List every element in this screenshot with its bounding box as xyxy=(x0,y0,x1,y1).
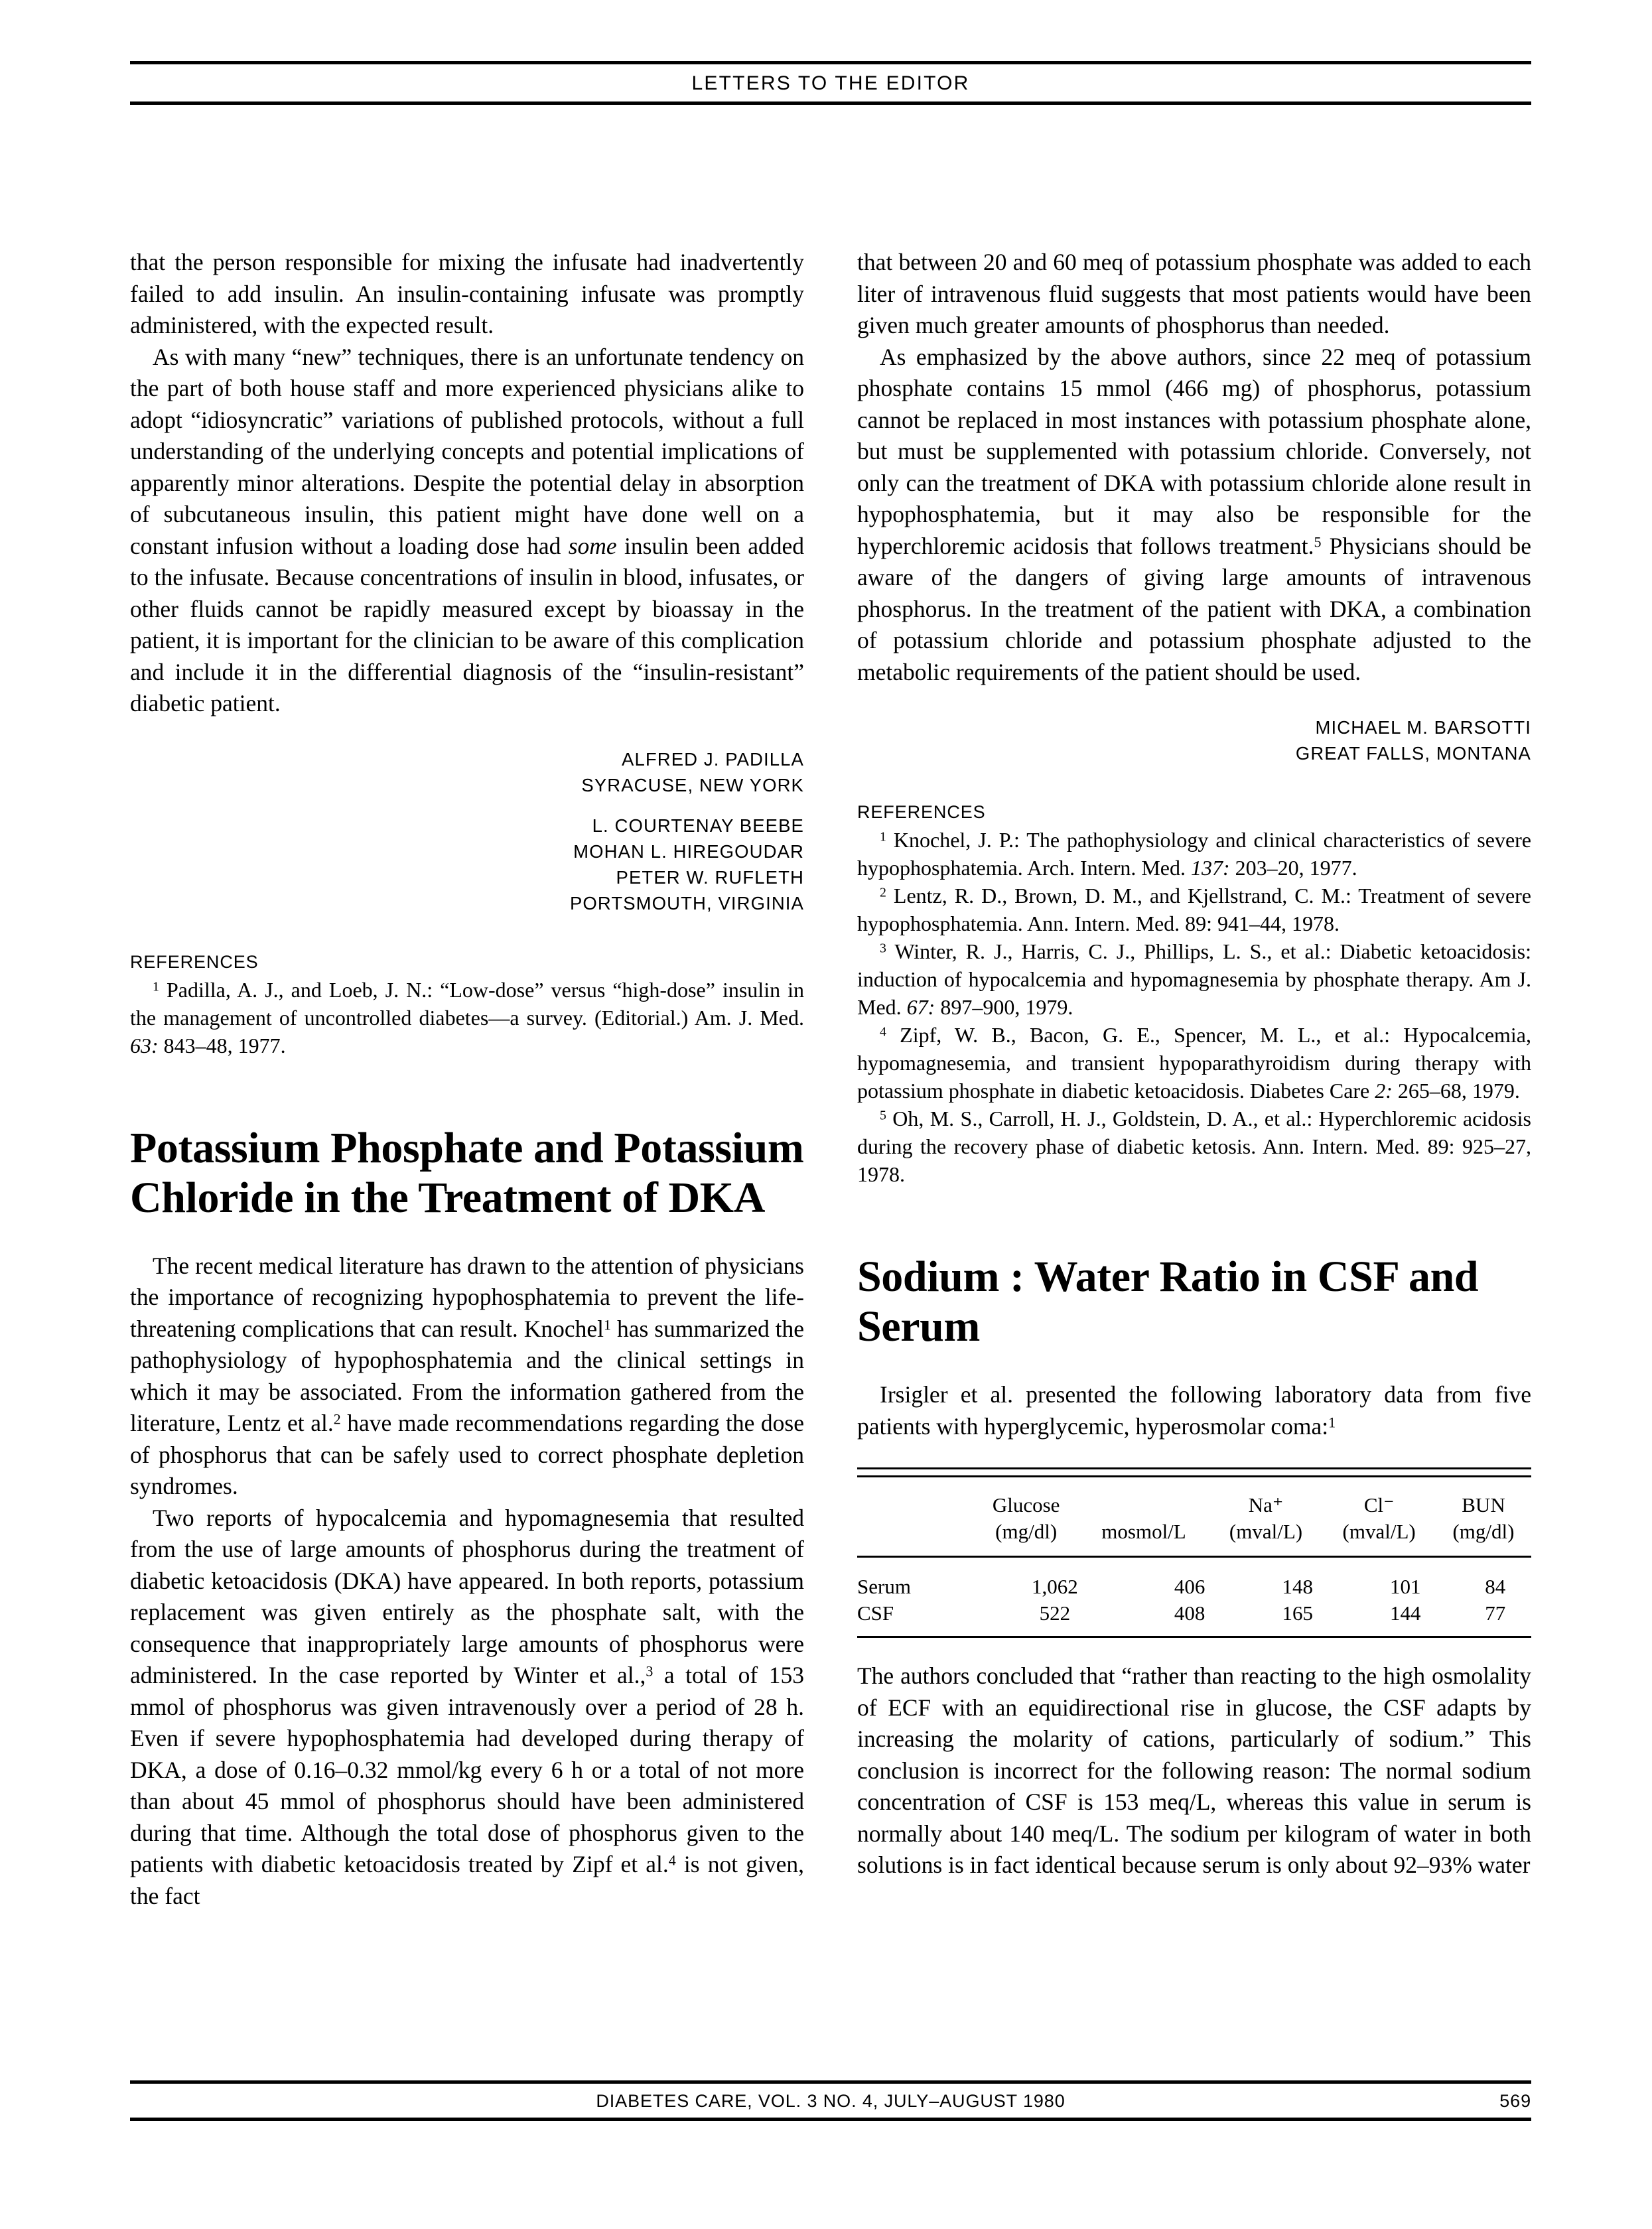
running-head-title: LETTERS TO THE EDITOR xyxy=(691,72,970,94)
table-header-cell-chloride xyxy=(1322,1492,1436,1545)
table-row-label: CSF xyxy=(857,1601,894,1625)
table-body-pad-top xyxy=(857,1558,1531,1574)
table-body xyxy=(857,1574,1531,1627)
table-body-pad-bottom xyxy=(857,1627,1531,1636)
header-line-2: (mg/dl) xyxy=(1452,1520,1515,1543)
signature-author-location: SYRACUSE, NEW YORK xyxy=(581,774,804,795)
paragraph-text-part-b: Physicians should be aware of the dangers of giving large amounts of intravenous phosphorus. In the treatment of the patient with DKA, a combination of potassium chloride and potassium phosphate adjusted to the metabolic requirements of the patient should be used. xyxy=(857,532,1531,685)
reference-text-part-a: Knochel, J. P.: The pathophysiology and clinical characteristics of severe hypophosphatemia. Arch. Intern. Med. xyxy=(857,828,1531,880)
header-line-2: mosmol/L xyxy=(1101,1520,1186,1543)
citation-superscript: 2 xyxy=(333,1410,341,1428)
paragraph-text: that the person responsible for mixing the infusate had inadvertently failed to add insulin. An insulin-containing infusate was promptly administered, with the expected result. xyxy=(130,249,804,338)
right-column xyxy=(857,247,1531,1912)
reference-volume: 137: xyxy=(1191,856,1230,880)
emphasized-word: some xyxy=(568,532,617,559)
paragraph-text: that between 20 and 60 meq of potassium phosphate was added to each liter of intravenous fluid suggests that most patients would have been given much greater amounts of phosphorus than needed. xyxy=(857,249,1531,338)
table-header-cell-blank xyxy=(857,1492,974,1545)
running-head-rule-bottom xyxy=(130,101,1531,105)
title-spacer-after xyxy=(857,1351,1531,1379)
author-signature-block xyxy=(130,746,804,916)
references-heading: REFERENCES xyxy=(857,802,986,822)
table-rule-bottom xyxy=(857,1636,1531,1638)
header-line-1: Glucose xyxy=(992,1493,1060,1517)
header-line-2: (mval/L) xyxy=(1229,1520,1303,1543)
table-cell-glucose: 1,062 xyxy=(1032,1575,1078,1598)
table-row xyxy=(857,1574,1531,1600)
header-line-1: Na⁺ xyxy=(1248,1493,1284,1517)
page-number: 569 xyxy=(1499,2091,1531,2111)
table-header-row xyxy=(857,1492,1531,1545)
header-line-1: BUN xyxy=(1462,1493,1505,1517)
header-line-1: Cl⁻ xyxy=(1363,1493,1395,1517)
paragraph-continued xyxy=(130,247,804,342)
citation-superscript: 1 xyxy=(1328,1413,1336,1430)
signature-author-name: PETER W. RUFLETH xyxy=(616,866,804,888)
article-title-potassium: Potassium Phosphate and Potassium Chloride in the Treatment of DKA xyxy=(130,1123,804,1222)
left-column xyxy=(130,247,804,1912)
table-cell-sodium: 165 xyxy=(1282,1601,1313,1625)
reference-item xyxy=(130,976,804,1059)
table-header-pad-bottom xyxy=(857,1545,1531,1556)
paragraph-text-part-c: is not given, the fact xyxy=(130,1851,804,1909)
reference-marker: 3 xyxy=(880,941,886,956)
reference-text-part-b: 265–68, 1979. xyxy=(1392,1079,1520,1103)
signature-spacer xyxy=(130,798,804,813)
data-table-body xyxy=(857,1574,1531,1627)
reference-marker: 5 xyxy=(880,1108,886,1123)
table-row-label: Serum xyxy=(857,1575,911,1598)
citation-superscript: 1 xyxy=(604,1316,612,1333)
reference-volume: 63: xyxy=(130,1033,159,1057)
paragraph-text-part-a: As emphasized by the above authors, since 22 meq of potassium phosphate contains 15 mmol (466 mg) of phosphorus, potassium cannot be replaced in most instances with potassium phosphate alone, but must be supplemented with potassium chloride. Conversely, not only can the treatment of DKA with potassium chloride alone result in hypophosphatemia, but it may also be responsible for the hyperchloremic acidosis that follows treatment. xyxy=(857,343,1531,559)
table-header-pad xyxy=(857,1477,1531,1492)
table-header-cell-glucose xyxy=(974,1492,1078,1545)
reference-marker: 1 xyxy=(153,979,159,994)
paragraph-text-part-b: insulin been added to the infusate. Because concentrations of insulin in blood, infusates, or other fluids cannot be rapidly measured except by bioassay in the patient, it is important for the clinician to be aware of this complication and include it in the differential diagnosis of the “insulin-resistant” diabetic patient. xyxy=(130,532,804,716)
reference-item xyxy=(857,1021,1531,1105)
table-head xyxy=(857,1492,1531,1545)
page-footer xyxy=(130,2080,1531,2121)
reference-item xyxy=(857,937,1531,1021)
running-head xyxy=(130,61,1531,105)
signature-author-location: GREAT FALLS, MONTANA xyxy=(1295,743,1531,764)
title-spacer-before xyxy=(130,1059,804,1123)
reference-marker: 2 xyxy=(880,885,886,900)
footer-row xyxy=(130,2084,1531,2118)
paragraph xyxy=(130,342,804,720)
footer-rule-bottom xyxy=(130,2118,1531,2121)
reference-text-part-b: 897–900, 1979. xyxy=(935,995,1073,1019)
paragraph-text-part-c: have made recommendations regarding the dose of phosphorus that can be safely used to correct phosphate depletion syndromes. xyxy=(130,1410,804,1499)
reference-marker: 4 xyxy=(880,1024,886,1040)
header-line-2: (mg/dl) xyxy=(995,1520,1058,1543)
reference-text-part-a: Oh, M. S., Carroll, H. J., Goldstein, D. A., et al.: Hyperchloremic acidosis during the recovery phase of diabetic ketosis. Ann. Intern. Med. 89: 925–27, 1978. xyxy=(857,1107,1531,1186)
reference-text-part-a: Winter, R. J., Harris, C. J., Phillips, L. S., et al.: Diabetic ketoacidosis: induction of hypocalcemia and hypomagnesemia by phosphate therapy. Am J. Med. xyxy=(857,939,1531,1019)
paragraph-text-part-a: As with many “new” techniques, there is an unfortunate tendency on the part of both house staff and more experienced physicians alike to adopt “idiosyncratic” variations of published protocols, without a full understanding of the underlying concepts and potential implications of apparently minor alterations. Despite the potential delay in absorption of subcutaneous insulin, this patient might have done well on a constant infusion without a loading dose had xyxy=(130,343,804,559)
reference-marker: 1 xyxy=(880,829,886,844)
paragraph xyxy=(130,1250,804,1503)
references-heading: REFERENCES xyxy=(130,951,259,972)
signature-author-name: ALFRED J. PADILLA xyxy=(622,748,804,770)
paragraph-text-part-a: Two reports of hypocalcemia and hypomagnesemia that resulted from the use of large amounts of phosphorus during the treatment of diabetic ketoacidosis (DKA) have appeared. In both reports, potassium replacement was given entirely as the phosphate salt, with the consequence that inappropriately large amounts of phosphorus were administered. In the case reported by Winter et al., xyxy=(130,1504,804,1688)
table-cell-bun: 84 xyxy=(1485,1575,1506,1598)
title-spacer-before xyxy=(857,1188,1531,1252)
table-cell-sodium: 148 xyxy=(1282,1575,1313,1598)
table-row xyxy=(857,1600,1531,1627)
paragraph xyxy=(130,1503,804,1913)
reference-item xyxy=(857,882,1531,937)
title-spacer-after xyxy=(130,1223,804,1250)
reference-volume: 67: xyxy=(906,995,935,1019)
citation-superscript: 3 xyxy=(646,1662,654,1680)
paragraph-text-part-b: has summarized the pathophysiology of hypophosphatemia and the clinical settings in which it may be associated. From the information gathered from the literature, Lentz et al. xyxy=(130,1315,805,1436)
signature-author-name: MICHAEL M. BARSOTTI xyxy=(1315,717,1531,738)
two-column-layout xyxy=(130,247,1531,1912)
table-cell-mosmol: 406 xyxy=(1174,1575,1205,1598)
signature-author-name: MOHAN L. HIREGOUDAR xyxy=(573,841,804,862)
signature-author-location: PORTSMOUTH, VIRGINIA xyxy=(569,892,804,913)
paragraph-continued xyxy=(857,247,1531,342)
table-header-cell-sodium xyxy=(1209,1492,1323,1545)
table-rule-top-double xyxy=(857,1467,1531,1477)
table-header-cell-mosmol xyxy=(1078,1492,1209,1545)
header-line-2: (mval/L) xyxy=(1342,1520,1416,1543)
paragraph xyxy=(857,342,1531,689)
citation-superscript: 4 xyxy=(668,1852,676,1869)
paragraph xyxy=(857,1660,1531,1881)
table-header-cell-bun xyxy=(1436,1492,1531,1545)
table-cell-mosmol: 408 xyxy=(1174,1601,1205,1625)
citation-superscript: 5 xyxy=(1314,533,1322,550)
paragraph xyxy=(857,1379,1531,1442)
table-cell-chloride: 101 xyxy=(1390,1575,1421,1598)
reference-item xyxy=(857,826,1531,882)
laboratory-data-table xyxy=(857,1467,1531,1638)
paragraph-text-part-b: a total of 153 mmol of phosphorus was given intravenously over a period of 28 h. Even if severe hypophosphatemia had developed during therapy of DKA, a dose of 0.16–0.32 mmol/kg every 6 h or a total of not more than about 45 mmol of phosphorus should have been administered during that time. Although the total dose of phosphorus given to the patients with diabetic ketoacidosis treated by Zipf et al. xyxy=(130,1662,804,1877)
reference-text-part-a: Lentz, R. D., Brown, D. M., and Kjellstrand, C. M.: Treatment of severe hypophosphatemia. Ann. Intern. Med. 89: 941–44, 1978. xyxy=(857,884,1531,935)
reference-volume: 2: xyxy=(1375,1079,1393,1103)
paragraph-text: Irsigler et al. presented the following laboratory data from five patients with hyperglycemic, hyperosmolar coma: xyxy=(857,1381,1531,1440)
article-title-sodium-water: Sodium : Water Ratio in CSF and Serum xyxy=(857,1252,1479,1351)
reference-text-part-b: 843–48, 1977. xyxy=(158,1033,286,1057)
reference-text-part-a: Zipf, W. B., Bacon, G. E., Spencer, M. L., et al.: Hypocalcemia, hypomagnesemia, and transient hypoparathyroidism during therapy with potassium phosphate in diabetic ketoacidosis. Diabetes Care xyxy=(857,1023,1531,1103)
table-cell-bun: 77 xyxy=(1485,1601,1506,1625)
data-table xyxy=(857,1492,1531,1545)
author-signature-block xyxy=(857,714,1531,766)
signature-author-name: L. COURTENAY BEEBE xyxy=(592,815,804,836)
reference-text-part-b: 203–20, 1977. xyxy=(1229,856,1357,880)
table-cell-glucose: 522 xyxy=(1039,1601,1071,1625)
footer-citation: DIABETES CARE, VOL. 3 NO. 4, JULY–AUGUST 1980 xyxy=(596,2091,1066,2111)
table-cell-chloride: 144 xyxy=(1390,1601,1421,1625)
reference-text-part-a: Padilla, A. J., and Loeb, J. N.: “Low-dose” versus “high-dose” insulin in the management of uncontrolled diabetes—a survey. (Editorial.) Am. J. Med. xyxy=(130,977,804,1030)
paragraph-text: The authors concluded that “rather than reacting to the high osmolality of ECF with an equidirectional rise in glucose, the CSF adapts by increasing the molarity of cations, particularly of sodium.” This conclusion is incorrect for the following reason: The normal sodium concentration of CSF is 153 meq/L, whereas this value in serum is normally about 140 meq/L. The sodium per kilogram of water in both solutions is in fact identical because serum is only about 92–93% water xyxy=(857,1662,1531,1878)
reference-item xyxy=(857,1105,1531,1188)
paragraph-text-part-a: The recent medical literature has drawn to the attention of physicians the importance of recognizing hypophosphatemia to prevent the life-threatening complications that can result. Knochel xyxy=(130,1252,804,1342)
